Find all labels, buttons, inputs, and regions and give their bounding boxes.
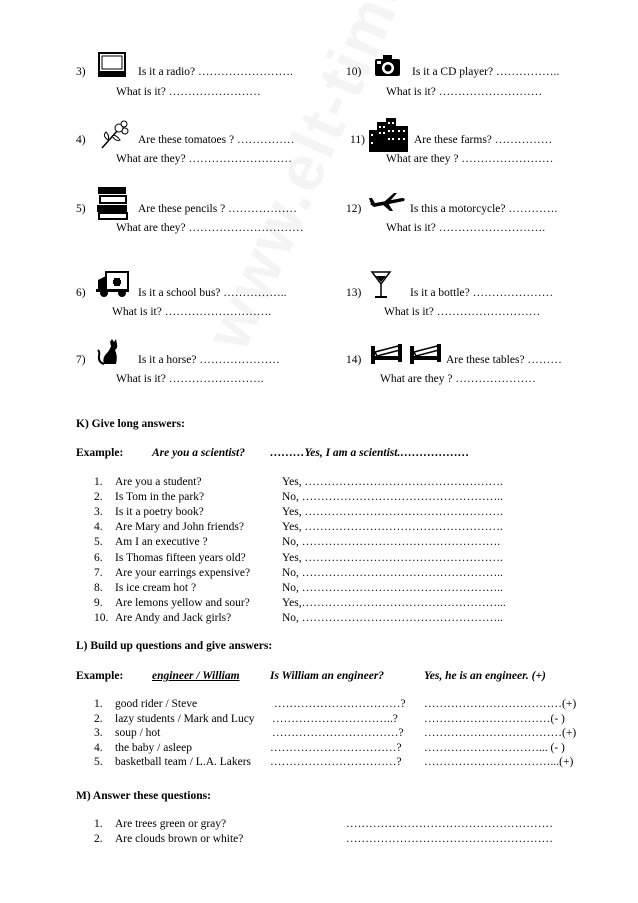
list-item-answer: No, ……………………………………………..: [282, 491, 504, 504]
answer-line: What are they? ………………………: [116, 153, 292, 165]
question-text: Is it a radio? …………………….: [138, 66, 293, 78]
list-item-prompt: lazy students / Mark and Lucy: [115, 712, 255, 725]
item-number: 3): [76, 66, 86, 78]
list-item-number: 1.: [94, 698, 103, 710]
flower-icon: [98, 118, 132, 150]
list-item-number: 3.: [94, 727, 103, 739]
list-item-number: 5.: [94, 756, 103, 768]
list-item-question: …………………………..?: [272, 712, 398, 725]
list-item-answer: ……………………………...(+): [424, 756, 574, 768]
list-item-answer: Yes,……………………………………………...: [282, 596, 506, 609]
list-item-number: 6.: [94, 551, 103, 564]
answer-line: What are they? …………………………: [116, 222, 304, 234]
list-item-question: Is Tom in the park?: [115, 491, 205, 504]
section-heading: M) Answer these questions:: [76, 790, 211, 802]
list-item-question: Is it a poetry book?: [115, 506, 204, 519]
item-number: 10): [346, 66, 362, 78]
glass-icon: [370, 270, 392, 300]
example-label: Example:: [76, 447, 124, 459]
question-text: Is this a motorcycle? ………….: [410, 203, 558, 215]
question-text: Are these pencils ? ………………: [138, 203, 298, 215]
example-prompt: engineer / William: [152, 670, 240, 682]
list-item-answer: ………………………………………………: [346, 818, 553, 830]
list-item-number: 2.: [94, 712, 103, 725]
list-item-question: Are clouds brown or white?: [115, 833, 244, 845]
answer-line: What is it? ……………………: [116, 86, 261, 98]
list-item-number: 3.: [94, 506, 103, 519]
list-item-prompt: basketball team / L.A. Lakers: [115, 756, 252, 768]
buildings-icon: [368, 118, 410, 152]
list-item-question: Are lemons yellow and sour?: [115, 596, 250, 609]
list-item-number: 4.: [94, 521, 103, 534]
question-text: Are these tables? ………: [446, 354, 562, 366]
example-label: Example:: [76, 670, 124, 682]
tv-icon: [98, 52, 128, 78]
item-number: 7): [76, 354, 86, 366]
answer-line: What are they ? …………………: [380, 373, 536, 385]
list-item-question: Are Mary and John friends?: [115, 521, 245, 534]
list-item-question: Are Andy and Jack girls?: [115, 611, 232, 624]
item-number: 12): [346, 203, 362, 215]
question-text: Is it a horse? …………………: [138, 354, 280, 366]
list-item-answer: Yes, …………………………………………….: [282, 506, 503, 519]
list-item-answer: No, ……………………………………………..: [282, 566, 504, 579]
list-item-answer: …………………………... (- ): [424, 741, 565, 754]
airplane-icon: [368, 192, 406, 212]
list-item-number: 1.: [94, 818, 103, 830]
answer-line: What is it? ………………………: [384, 306, 541, 318]
list-item-question: Am I an executive ?: [115, 536, 208, 549]
list-item-prompt: soup / hot: [115, 727, 161, 739]
item-number: 4): [76, 134, 86, 146]
list-item-number: 2.: [94, 833, 103, 845]
list-item-question: Are your earrings expensive?: [115, 566, 251, 579]
section-heading: L) Build up questions and give answers:: [76, 640, 273, 652]
item-number: 11): [350, 134, 365, 146]
list-item-question: Are trees green or gray?: [115, 818, 227, 830]
list-item-prompt: good rider / Steve: [115, 698, 198, 710]
list-item-number: 7.: [94, 566, 103, 579]
example-question: Is William an engineer?: [270, 670, 385, 682]
list-item-number: 2.: [94, 491, 103, 504]
example-question: Are you a scientist?: [152, 447, 245, 459]
list-item-question: ……………………………?: [274, 698, 406, 710]
beds-icon: [370, 340, 442, 366]
list-item-question: ……………………………?: [270, 741, 402, 754]
list-item-question: ……………………………?: [270, 756, 402, 768]
list-item-answer: ……………………………(- ): [424, 712, 565, 725]
list-item-question: Is ice cream hot ?: [115, 581, 197, 594]
list-item-question: ……………………………?: [272, 727, 404, 739]
question-text: Is it a CD player? ……………..: [412, 66, 560, 78]
list-item-number: 5.: [94, 536, 103, 549]
camera-icon: [374, 54, 402, 78]
section-heading: K) Give long answers:: [76, 418, 185, 430]
question-text: Is it a bottle? …………………: [410, 287, 554, 299]
item-number: 6): [76, 287, 86, 299]
answer-line: What are they ? ……………………: [386, 153, 554, 165]
list-item-number: 10.: [94, 611, 109, 624]
list-item-answer: No, …………………………………………….: [282, 536, 501, 549]
answer-line: What is it? ………………………: [386, 86, 543, 98]
list-item-question: Is Thomas fifteen years old?: [115, 551, 246, 564]
list-item-answer: ………………………………………………: [346, 833, 553, 845]
answer-line: What is it? ……………………….: [112, 306, 272, 318]
question-text: Are these tomatoes ? ……………: [138, 134, 295, 146]
example-answer: ………Yes, I am a scientist.………………: [270, 447, 470, 459]
question-text: Are these farms? ……………: [414, 134, 553, 146]
books-icon: [96, 184, 130, 220]
answer-line: What is it? …………………….: [116, 373, 264, 385]
item-number: 5): [76, 203, 86, 215]
list-item-number: 8.: [94, 581, 103, 594]
list-item-answer: Yes, …………………………………………….: [282, 551, 503, 564]
list-item-answer: Yes, …………………………………………….: [282, 521, 503, 534]
list-item-answer: ………………………………(+): [424, 727, 577, 739]
item-number: 13): [346, 287, 362, 299]
list-item-answer: ………………………………(+): [424, 698, 577, 710]
list-item-answer: No, ……………………………………………..: [282, 611, 504, 624]
list-item-number: 4.: [94, 741, 103, 754]
item-number: 14): [346, 354, 362, 366]
list-item-number: 1.: [94, 476, 103, 488]
example-answer: Yes, he is an engineer. (+): [424, 670, 546, 682]
list-item-number: 9.: [94, 596, 103, 609]
question-text: Is it a school bus? ……………..: [138, 287, 287, 299]
list-item-question: Are you a student?: [115, 476, 202, 488]
list-item-prompt: the baby / asleep: [115, 741, 192, 754]
ambulance-icon: [96, 270, 130, 298]
list-item-answer: No, ……………………………………………..: [282, 581, 504, 594]
cat-icon: [96, 338, 122, 366]
answer-line: What is it? ……………………….: [386, 222, 546, 234]
list-item-answer: Yes, …………………………………………….: [282, 476, 503, 488]
